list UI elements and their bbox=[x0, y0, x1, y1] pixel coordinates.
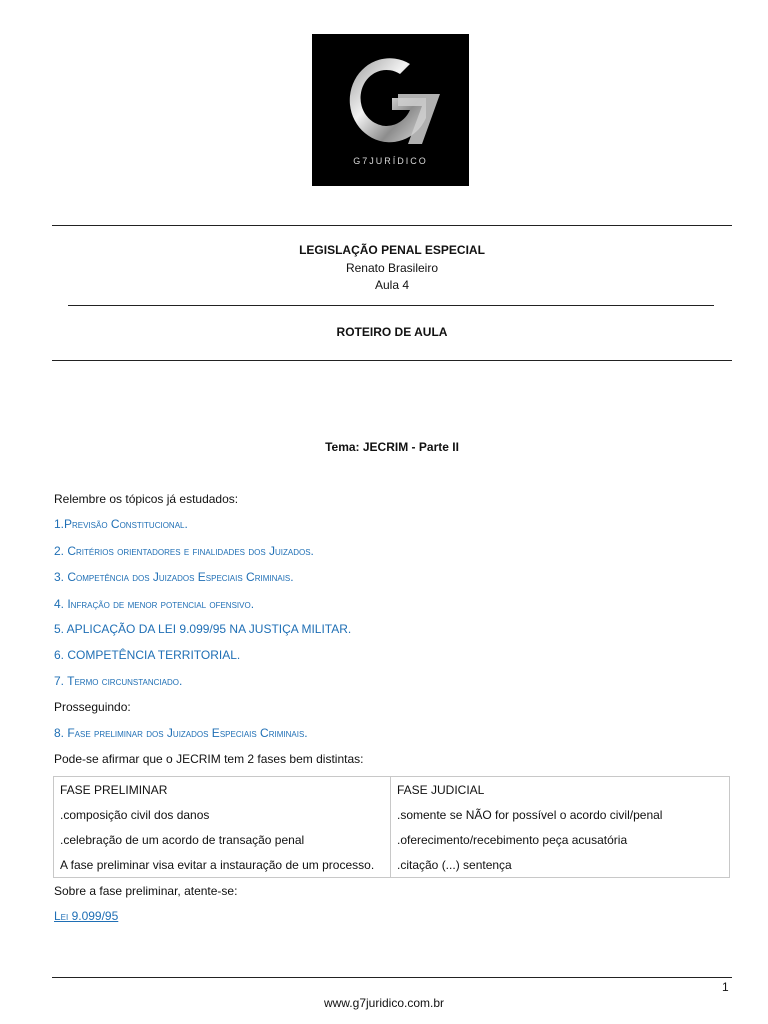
table-header-cell: FASE PRELIMINAR bbox=[54, 777, 391, 803]
table-cell: A fase preliminar visa evitar a instauração de um processo. bbox=[54, 852, 391, 878]
table-cell: .oferecimento/recebimento peça acusatória bbox=[391, 827, 730, 852]
topic-4: 4. Infração de menor potencial ofensivo. bbox=[54, 597, 255, 611]
course-title: LEGISLAÇÃO PENAL ESPECIAL bbox=[299, 243, 485, 257]
topic-2: 2. Critérios orientadores e finalidades dos Juizados. bbox=[54, 544, 314, 558]
table-row bbox=[54, 802, 730, 827]
phases-table bbox=[53, 776, 730, 878]
teacher-name: Renato Brasileiro bbox=[345, 261, 439, 275]
topic-6: 6. COMPETÊNCIA TERRITORIAL. bbox=[54, 648, 241, 662]
top-rule bbox=[52, 225, 732, 226]
header-bottom-rule bbox=[52, 360, 732, 361]
logo-subtitle: G7JURÍDICO bbox=[353, 156, 428, 166]
g7-logo bbox=[312, 34, 469, 186]
intro-text: Relembre os tópicos já estudados: bbox=[54, 492, 239, 506]
table-cell: .somente se NÃO for possível o acordo civil/penal bbox=[391, 802, 730, 827]
topic-1: 1.Previsão Constitucional. bbox=[54, 517, 188, 531]
table-cell: .celebração de um acordo de transação penal bbox=[54, 827, 391, 852]
document-type: ROTEIRO DE AULA bbox=[336, 325, 448, 339]
topic-8: 8. Fase preliminar dos Juizados Especiais Criminais. bbox=[54, 726, 308, 740]
page-number: 1 bbox=[722, 980, 729, 994]
table-row bbox=[54, 827, 730, 852]
footer-rule bbox=[52, 977, 732, 978]
table-row bbox=[54, 852, 730, 878]
lesson-theme: Tema: JECRIM - Parte II bbox=[325, 440, 459, 454]
footer-url: www.g7juridico.com.br bbox=[323, 996, 445, 1010]
lesson-number: Aula 4 bbox=[374, 278, 410, 292]
phases-intro: Pode-se afirmar que o JECRIM tem 2 fases bem distintas: bbox=[54, 752, 364, 766]
middle-rule bbox=[68, 305, 714, 306]
law-link[interactable]: Lei 9.099/95 bbox=[54, 909, 119, 923]
preliminar-note: Sobre a fase preliminar, atente-se: bbox=[54, 884, 238, 898]
table-cell: .composição civil dos danos bbox=[54, 802, 391, 827]
table-cell: .citação (...) sentença bbox=[391, 852, 730, 878]
topic-7: 7. Termo circunstanciado. bbox=[54, 674, 183, 688]
topic-5: 5. APLICAÇÃO DA LEI 9.099/95 NA JUSTIÇA MILITAR. bbox=[54, 622, 352, 636]
topic-3: 3. Competência dos Juizados Especiais Criminais. bbox=[54, 570, 294, 584]
continuing-text: Prosseguindo: bbox=[54, 700, 131, 714]
table-header-row bbox=[54, 777, 730, 803]
table-header-cell: FASE JUDICIAL bbox=[391, 777, 730, 803]
